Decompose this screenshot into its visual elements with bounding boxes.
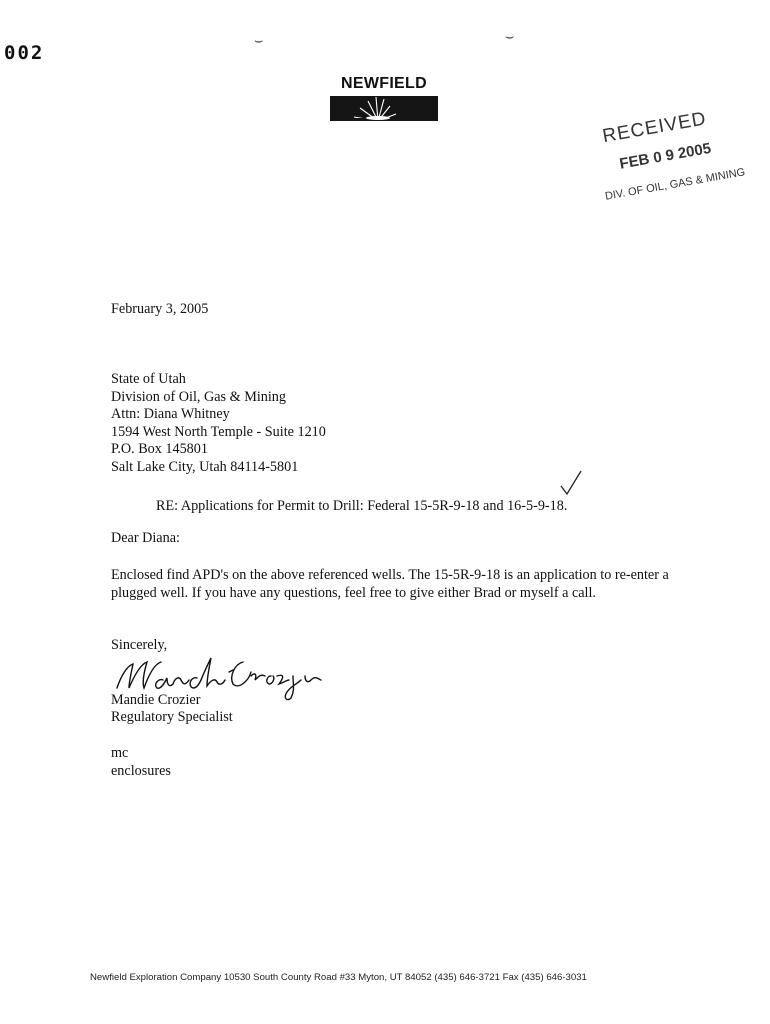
address-line: State of Utah bbox=[111, 371, 186, 387]
letter-date: February 3, 2005 bbox=[111, 301, 209, 317]
page-number: 002 bbox=[4, 42, 45, 64]
enclosures-note: enclosures bbox=[111, 763, 171, 779]
typist-initials: mc bbox=[111, 745, 129, 761]
stamp-date: FEB 0 9 2005 bbox=[618, 139, 713, 173]
body-paragraph: Enclosed find APD's on the above referenced wells. The 15-5R-9-18 is an application to re-enter a plugged well. If you have any questions, feel free to give either Brad or myself a call. bbox=[111, 567, 669, 601]
salutation: Dear Diana: bbox=[111, 530, 180, 546]
scan-mark: ⌣ bbox=[505, 30, 515, 45]
subject-line: RE: Applications for Permit to Drill: Federal 15-5R-9-18 and 16-5-9-18. bbox=[156, 498, 568, 514]
received-stamp bbox=[592, 96, 759, 230]
address-line: 1594 West North Temple - Suite 1210 bbox=[111, 423, 326, 440]
signer-name: Mandie Crozier bbox=[111, 692, 201, 708]
footer-address: Newfield Exploration Company 10530 South County Road #33 Myton, UT 84052 (435) 646-3721 Fax (435) 646-3031 bbox=[90, 972, 587, 983]
stamp-received-text: RECEIVED bbox=[600, 108, 709, 148]
company-logo-text: NEWFIELD bbox=[341, 75, 427, 92]
recipient-address bbox=[111, 371, 326, 476]
address-line: P.O. Box 145801 bbox=[111, 441, 208, 457]
address-line: Division of Oil, Gas & Mining bbox=[111, 388, 286, 405]
signer-title: Regulatory Specialist bbox=[111, 709, 233, 725]
address-line: Salt Lake City, Utah 84114-5801 bbox=[111, 458, 299, 475]
sunburst-logo-icon bbox=[330, 96, 438, 121]
company-logo bbox=[330, 96, 438, 121]
closing: Sincerely, bbox=[111, 637, 168, 653]
scan-mark: ⌣ bbox=[254, 34, 264, 49]
stamp-division: DIV. OF OIL, GAS & MINING bbox=[604, 166, 747, 203]
address-line: Attn: Diana Whitney bbox=[111, 406, 230, 422]
checkmark-icon bbox=[560, 470, 582, 496]
